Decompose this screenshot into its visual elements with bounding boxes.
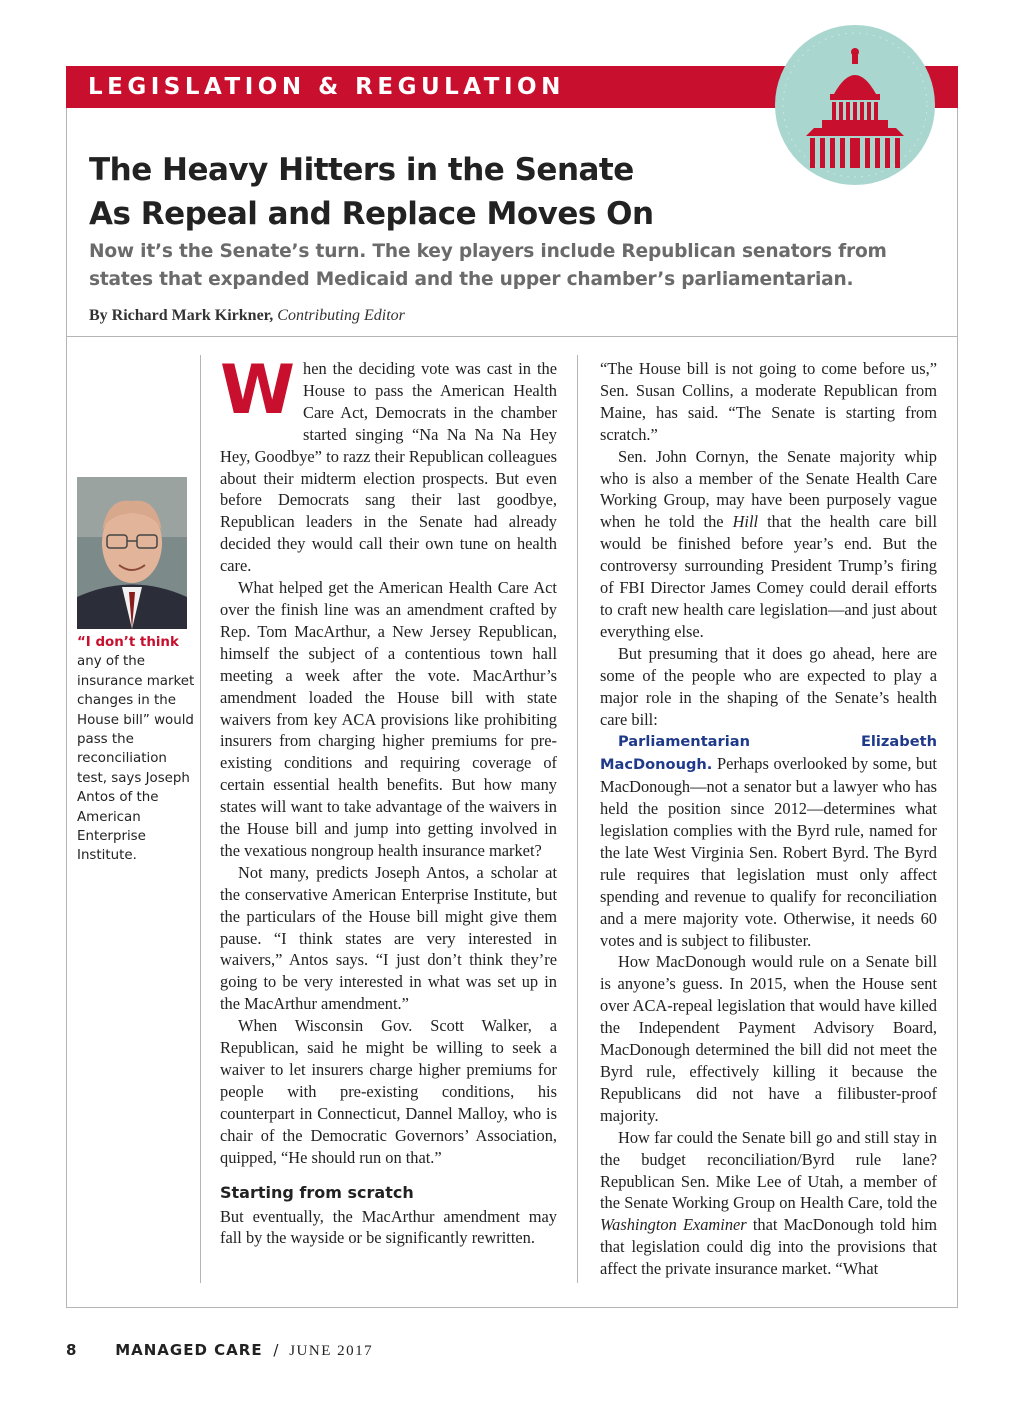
headline xyxy=(89,148,769,236)
paragraph: hen the deciding vote was cast in the House to pass the American Health Care Act, Democrats in the chamber started singing “Na Na Na Na Hey Hey, Goodbye” to razz their Republican colleagues about their midterm election prospects. But even before Democrats sang their last goodbye, Republican leaders in the Senate had already decided they would call their own tune on health care. xyxy=(220,359,557,576)
column-divider-2 xyxy=(577,355,578,1283)
publication-title: Washington Examiner xyxy=(600,1215,747,1235)
caption-text: any of the insurance market changes in the House bill” would pass the reconciliation test, says Joseph Antos of the American Enterprise Institute. xyxy=(77,654,195,864)
subheading: Starting from scratch xyxy=(220,1182,414,1202)
publication-title: Hill xyxy=(732,512,759,532)
paragraph: How MacDonough would rule on a Senate bill is anyone’s guess. In 2015, when the House sent over ACA-repeal legislation that would have killed the Independent Payment Advisory Board, MacDonough determined the bill did not meet the Byrd rule, effectively killing it because the Republicans did not have a filibuster-proof majority. xyxy=(600,952,937,1125)
deck-subtitle: Now it’s the Senate’s turn. The key players include Republican senators from states that expanded Medicaid and the upper chamber’s parliamentarian. xyxy=(89,241,887,290)
footer-separator: / xyxy=(273,1341,279,1359)
paragraph xyxy=(600,446,937,643)
byline xyxy=(89,305,405,327)
column-divider-1 xyxy=(200,355,201,1283)
text-run: How far could the Senate bill go and still stay in the budget reconciliation/Byrd rule lane? Republican Sen. Mike Lee of Utah, a member of the Senate Working Group on Health Care, told the xyxy=(600,1127,937,1213)
header-divider xyxy=(66,336,958,337)
caption-lead: “I don’t think xyxy=(77,635,179,650)
paragraph: “The House bill is not going to come before us,” Sen. Susan Collins, a moderate Republican from Maine, has said. “The Senate is starting from scratch.” xyxy=(600,359,937,444)
paragraph xyxy=(600,1127,937,1280)
publication-name: MANAGED CARE xyxy=(115,1341,263,1359)
page-number: 8 xyxy=(66,1341,77,1359)
text-run: Sen. John Cornyn, the Senate majority whip who is also a member of the Senate Health Care Working Group, may have been purposely vague when he told the xyxy=(600,446,937,532)
paragraph: What helped get the American Health Care Act over the finish line was an amendment crafted by Rep. Tom MacArthur, a New Jersey Republican, himself the subject of a contentious town hall meeting a week after the vote. MacArthur’s amendment loaded the House bill with state waivers from key ACA provisions like prohibiting insurers from charging higher premiums for pre-existing conditions and requiring coverage of certain essential health benefits. But how many states will want to take advantage of the waivers in the House bill and jump into getting involved in the vexatious nongroup health insurance market? xyxy=(220,578,557,860)
drop-cap: W xyxy=(220,351,296,430)
paragraph: Not many, predicts Joseph Antos, a scholar at the conservative American Enterprise Institute, but the particulars of the House bill might give them pause. “I think states are very interested in waivers,” Antos says. “I just don’t think they’re going to be very interested in what was set up in the MacArthur amendment.” xyxy=(220,862,557,1014)
text-run: that MacDonough told him that legislation could dig into the provisions that affect the private insurance market. “What xyxy=(600,1215,937,1279)
byline-role: Contributing Editor xyxy=(277,307,405,324)
author-portrait xyxy=(77,477,187,629)
paragraph xyxy=(600,730,937,951)
headline-line-1: The Heavy Hitters in the Senate xyxy=(89,152,634,188)
page-footer xyxy=(66,1338,373,1363)
inline-subheading: Parliamentarian Elizabeth MacDonough. xyxy=(600,733,937,774)
text-run: Perhaps overlooked by some, but MacDonough—not a senator but a lawyer who has held the position since 2012—determines what legislation complies with the Byrd rule, named for the late West Virginia Sen. Robert Byrd. The Byrd rule requires that legislation must only affect spending and revenue to qualify for reconciliation and a mere majority vote. Otherwise, it needs 60 votes and is subject to filibuster. xyxy=(600,754,937,950)
article-column-2 xyxy=(600,358,937,1280)
photo-caption xyxy=(77,633,197,866)
byline-author: By Richard Mark Kirkner, xyxy=(89,307,274,324)
headline-line-2: As Repeal and Replace Moves On xyxy=(89,196,654,232)
text-run: that the health care bill would be finished before year’s end. But the controversy surrounding President Trump’s firing of FBI Director James Comey could derail efforts to craft new health care legislation—and just about everything else. xyxy=(600,512,937,641)
paragraph: But presuming that it does go ahead, here are some of the people who are expected to play a major role in the shaping of the Senate’s health care bill: xyxy=(600,643,937,729)
paragraph: When Wisconsin Gov. Scott Walker, a Republican, said he might be willing to seek a waiver to let insurers charge higher premiums for people with pre-existing conditions, his counterpart in Connecticut, Dannel Malloy, who is chair of the Democratic Governors’ Association, quipped, “He should run on that.” xyxy=(220,1016,557,1167)
issue-date: JUNE 2017 xyxy=(289,1343,374,1359)
section-label: LEGISLATION & REGULATION xyxy=(88,74,565,100)
article-column-1 xyxy=(220,351,557,1249)
paragraph: But eventually, the MacArthur amendment may fall by the wayside or be significantly rewritten. xyxy=(220,1206,557,1248)
capitol-dome-icon xyxy=(774,24,936,186)
